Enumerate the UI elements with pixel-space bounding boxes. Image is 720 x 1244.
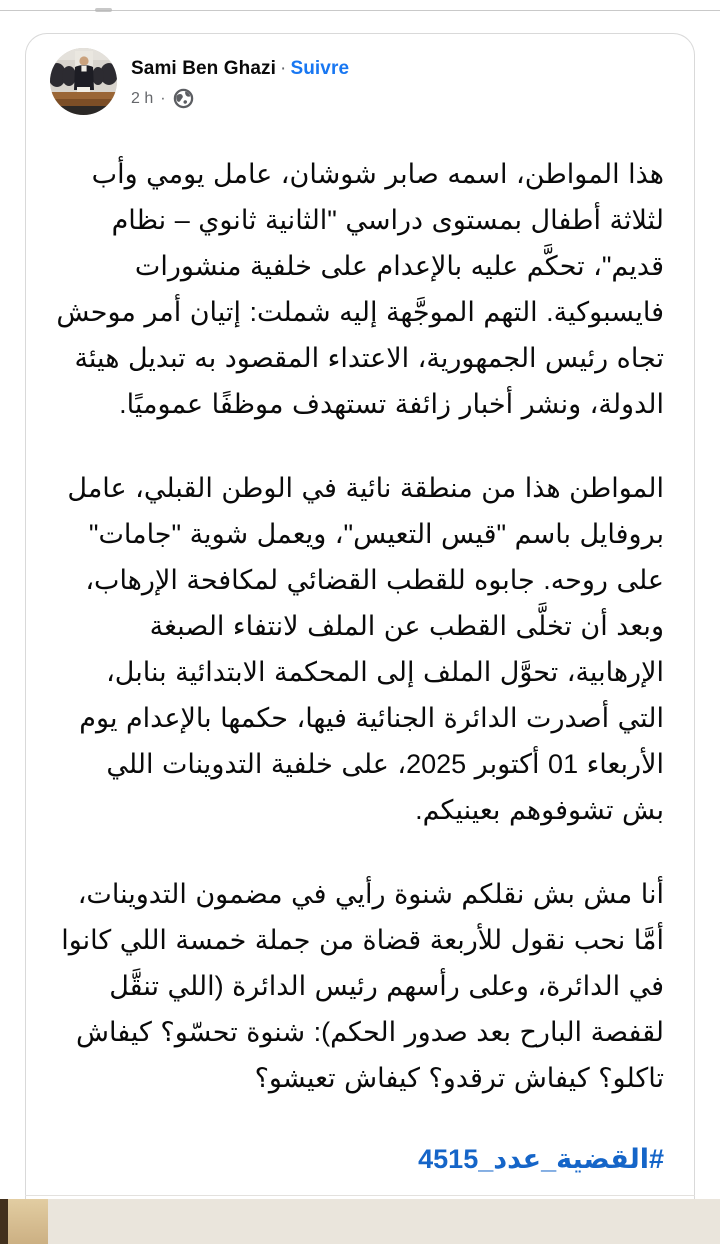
- photo-beige-strip: [8, 1199, 52, 1244]
- author-name[interactable]: Sami Ben Ghazi: [131, 58, 276, 79]
- post-paragraph: المواطن هذا من منطقة نائية في الوطن القبلي، عامل بروفايل باسم "قيس التعيس"، ويعمل شوية "جامات" على روحه. جابوه للقطب القضائي لمكافحة الإرهاب، وبعد أن تخلَّى القطب عن الملف لانتفاء الصبغة الإرهابية، تحوَّل الملف إلى المحكمة الابتدائية بنابل، التي أصدرت الدائرة الجنائية فيها، حكمها بالإعدام يوم الأربعاء 01 أكتوبر 2025، على خلفية التدوينات اللي بش تشوفوهم بعينيكم.: [67, 473, 664, 825]
- hashtag-link[interactable]: #القضية_عدد_4515: [418, 1144, 664, 1174]
- post-header: [26, 34, 694, 115]
- post-body-text: [56, 151, 664, 1139]
- photo-bottom-strip: [48, 1199, 720, 1244]
- dot-separator: ·: [280, 58, 287, 79]
- follow-link[interactable]: Suivre: [290, 58, 350, 79]
- post-paragraph: هذا المواطن، اسمه صابر شوشان، عامل يومي وأب لثلاثة أطفال بمستوى دراسي "الثانية ثانوي – نظام قديم"، تحكَّم عليه بالإعدام على خلفية منشورات فايسبوكية. التهم الموجَّهة إليه شملت: إتيان أمر موحش تجاه رئيس الجمهورية، الاعتداء المقصود به تبديل هيئة الدولة، ونشر أخبار زائفة تستهدف موظفًا عموميًا.: [56, 159, 664, 419]
- photo-left-edge: [0, 1199, 8, 1244]
- photo-top-divider: [25, 1195, 695, 1196]
- globe-public-icon: [173, 88, 194, 109]
- attached-photo[interactable]: [0, 1199, 720, 1244]
- avatar-courtroom-photo: [50, 48, 117, 115]
- header-text: [131, 48, 349, 109]
- post-card: [25, 33, 695, 1244]
- post-paragraph: أنا مش بش نقلكم شنوة رأيي في مضمون التدوينات، أمَّا نحب نقول للأربعة قضاة من جملة خمسة اللي كانوا في الدائرة، وعلى رأسهم رئيس الدائرة (اللي تنقَّل لقفصة البارح بعد صدور الحكم): شنوة تحسّو؟ كيفاش تاكلو؟ كيفاش ترقدو؟ كيفاش تعيشو؟: [61, 879, 664, 1093]
- dot-separator: ·: [160, 89, 166, 107]
- top-line-smudge: [95, 8, 112, 12]
- avatar[interactable]: [50, 48, 117, 115]
- timestamp[interactable]: 2 h: [131, 89, 154, 107]
